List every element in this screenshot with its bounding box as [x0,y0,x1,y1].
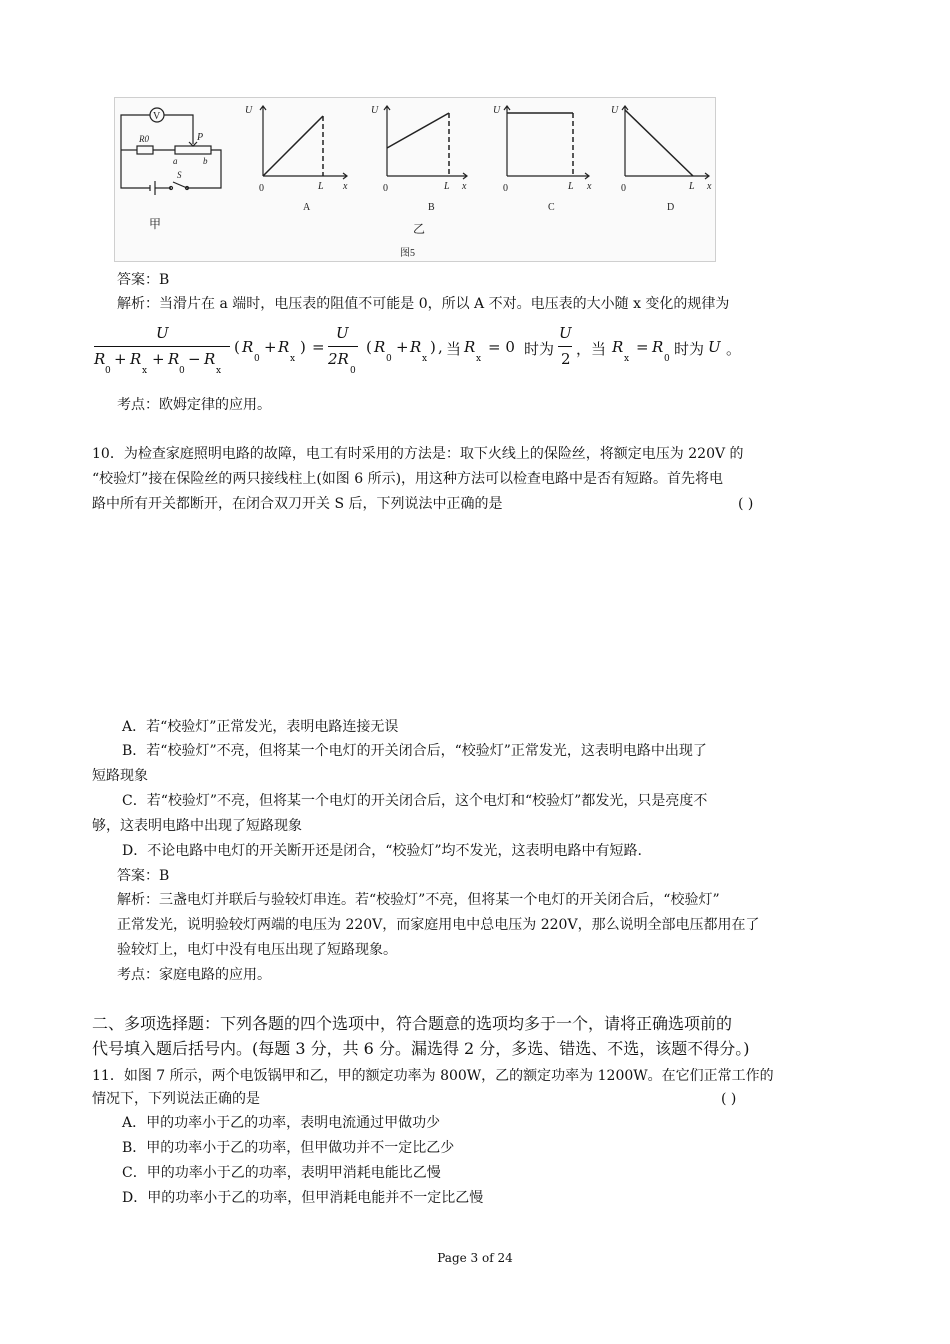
formula-plus-1: + [114,350,127,368]
q10-analysis-line-1: 解析：三盏电灯并联后与验较灯串连。若“校验灯”不亮，但将某一个电灯的开关闭合后，“校验灯” [117,892,720,908]
figure-5 [114,97,716,262]
formula-rparen-1: ) [300,338,306,356]
q10-option-d: D．不论电路中电灯的开关断开还是闭合，“校验灯”均不发光，这表明电路中有短路. [122,843,642,859]
slider-p-label: P [197,132,204,143]
q10-analysis-line-2: 正常发光，说明验较灯两端的电压为 220V，而家庭用电中总电压为 220V，那么说明全部电压都用在了 [117,917,760,933]
formula-r-5: R [242,338,254,356]
graph-a-line [263,116,323,176]
section2-heading-line-1: 二、多项选择题：下列各题的四个选项中，符合题意的选项均多于一个，请将正确选项前的 [92,1014,733,1033]
graph-b-x-label: x [462,181,467,192]
graph-c-label: C [548,202,555,213]
switch-s [173,182,187,188]
q11-stem-line-1: 11．如图 7 所示，两个电饭锅甲和乙，甲的额定功率为 800W，乙的额定功率为 1200W。在它们正常工作的 [92,1068,774,1084]
graph-b [371,105,467,213]
graph-d [611,105,712,213]
formula-subx-1: x [142,366,148,376]
formula-subx-5: x [476,354,482,364]
formula-u-num2: U [336,324,349,342]
graph-c-x-label: x [587,181,592,192]
q11-option-b: B．甲的功率小于乙的功率，但甲做功并不一定比乙少 [122,1140,455,1156]
formula-frac3-bar [558,346,572,347]
graph-b-label: B [428,202,435,213]
circuit-diagram [121,108,221,231]
formula-frac1-bar [94,346,230,347]
formula-when1: 当 [446,340,462,358]
q11-answer-bracket: ( ) [721,1091,737,1107]
formula-u-num3: U [559,324,572,342]
graph-a-l-mark: L [318,181,324,192]
graph-d-label: D [667,202,675,213]
q10-kaodian: 考点：家庭电路的应用。 [117,967,271,983]
formula-end: 。 [726,340,742,358]
formula-subx-4: x [422,354,428,364]
graph-a-y-label: U [245,105,253,116]
figure-5-drawing [115,98,715,261]
graph-d-y-label: U [611,105,619,116]
resistor-r0-label: R0 [139,134,149,144]
end-a-label: a [173,156,178,166]
switch-label: S [177,170,182,180]
graph-c-l-mark: L [568,181,574,192]
graph-d-l-mark: L [689,181,695,192]
formula-subx-6: x [624,354,630,364]
formula-2r: 2R [328,350,349,368]
q10-answer: 答案：B [117,868,170,884]
formula-eq2: = [636,338,649,356]
q11-option-d: D．甲的功率小于乙的功率，但甲消耗电能并不一定比乙慢 [122,1190,484,1206]
graph-d-line [625,110,693,176]
graph-c [493,105,592,213]
formula-two: 2 [561,350,571,368]
formula-r-4: R [204,350,216,368]
formula-plus-4: + [396,338,409,356]
rheostat [175,146,211,154]
section2-heading-line-2: 代号填入题后括号内。(每题 3 分，共 6 分。漏选得 2 分，多选、错选、不选，该题不得分。) [92,1039,750,1058]
graph-a [245,105,348,213]
q10-answer-bracket: ( ) [738,496,754,512]
formula-r-9: R [464,338,476,356]
formula-equals: = [312,338,325,356]
q11-option-a: A．甲的功率小于乙的功率，表明电流通过甲做功少 [122,1115,441,1131]
formula-sub0-2: 0 [179,366,185,376]
formula-subx-2: x [216,366,222,376]
graph-a-label: A [303,202,311,213]
resistor-r0 [137,146,153,154]
formula-u-end: U [708,338,721,356]
q9-formula [92,322,852,382]
formula-u-num1: U [156,324,169,342]
formula-sep: ，当 [576,340,607,358]
q10-option-a: A．若“校验灯”正常发光，表明电路连接无误 [122,719,399,735]
q9-answer: 答案：B [117,272,170,288]
graph-b-line [387,113,449,148]
formula-when2-tail: 时为 [674,340,705,358]
formula-r-10: R [612,338,624,356]
q10-option-b: B．若“校验灯”不亮，但将某一个电灯的开关闭合后，“校验灯”正常发光，这表明电路中出现了 [122,743,707,759]
formula-rparen-2: ) [430,338,436,356]
formula-minus: − [188,350,201,368]
graph-b-origin: 0 [383,183,388,194]
formula-sub0-6: 0 [664,354,670,364]
graph-a-x-label: x [343,181,348,192]
figure-caption: 图5 [400,248,415,259]
q9-kaodian: 考点：欧姆定律的应用。 [117,397,271,413]
formula-sub0-1: 0 [105,366,111,376]
graph-a-origin: 0 [259,183,264,194]
voltmeter-label: V [153,111,161,122]
formula-frac2-bar [328,346,358,347]
group-label-yi: 乙 [413,222,426,236]
formula-comma: , [438,338,443,356]
graph-b-l-mark: L [444,181,450,192]
formula-r-3: R [168,350,180,368]
q11-option-c: C．甲的功率小于乙的功率，表明甲消耗电能比乙慢 [122,1165,441,1181]
graph-d-x-label: x [707,181,712,192]
graph-c-y-label: U [493,105,501,116]
formula-plus-2: + [152,350,165,368]
formula-r-1: R [94,350,106,368]
formula-sub0-3: 0 [254,354,260,364]
formula-sub0-5: 0 [386,354,392,364]
formula-eq0: = 0 [488,338,515,356]
q10-option-c-cont: 够，这表明电路中出现了短路现象 [92,818,302,834]
formula-r-6: R [278,338,290,356]
q10-stem-line-3: 路中所有开关都断开，在闭合双刀开关 S 后，下列说法中正确的是 [92,496,503,512]
formula-r-7: R [374,338,386,356]
formula-plus-3: + [264,338,277,356]
formula-subx-3: x [290,354,296,364]
circuit-label-jia: 甲 [149,217,162,231]
formula-r-2: R [130,350,142,368]
formula-r-8: R [410,338,422,356]
formula-when1-tail: 时为 [524,340,555,358]
formula-sub0-4: 0 [350,366,356,376]
page-footer: Page 3 of 24 [437,1251,513,1265]
formula-lparen-2: ( [366,338,372,356]
q10-stem-line-2: “校验灯”接在保险丝的两只接线柱上(如图 6 所示)，用这种方法可以检查电路中是否有短路。首先将电 [92,471,724,487]
q11-stem-line-2: 情况下，下列说法正确的是 [92,1091,260,1107]
graph-d-origin: 0 [621,183,626,194]
q10-option-c: C．若“校验灯”不亮，但将某一个电灯的开关闭合后，这个电灯和“校验灯”都发光，只是亮度不 [122,793,708,809]
q9-analysis: 解析：当滑片在 a 端时，电压表的阻值不可能是 0，所以 A 不对。电压表的大小随 x 变化的规律为 [117,296,730,312]
graph-b-y-label: U [371,105,379,116]
formula-r-11: R [652,338,664,356]
q10-analysis-line-3: 验较灯上，电灯中没有电压出现了短路现象。 [117,942,397,958]
q10-option-b-cont: 短路现象 [92,768,148,784]
formula-lparen-1: ( [234,338,240,356]
q10-stem-line-1: 10．为检查家庭照明电路的故障，电工有时采用的方法是：取下火线上的保险丝，将额定电压为 220V 的 [92,446,744,462]
end-b-label: b [203,156,208,166]
graph-c-origin: 0 [503,183,508,194]
